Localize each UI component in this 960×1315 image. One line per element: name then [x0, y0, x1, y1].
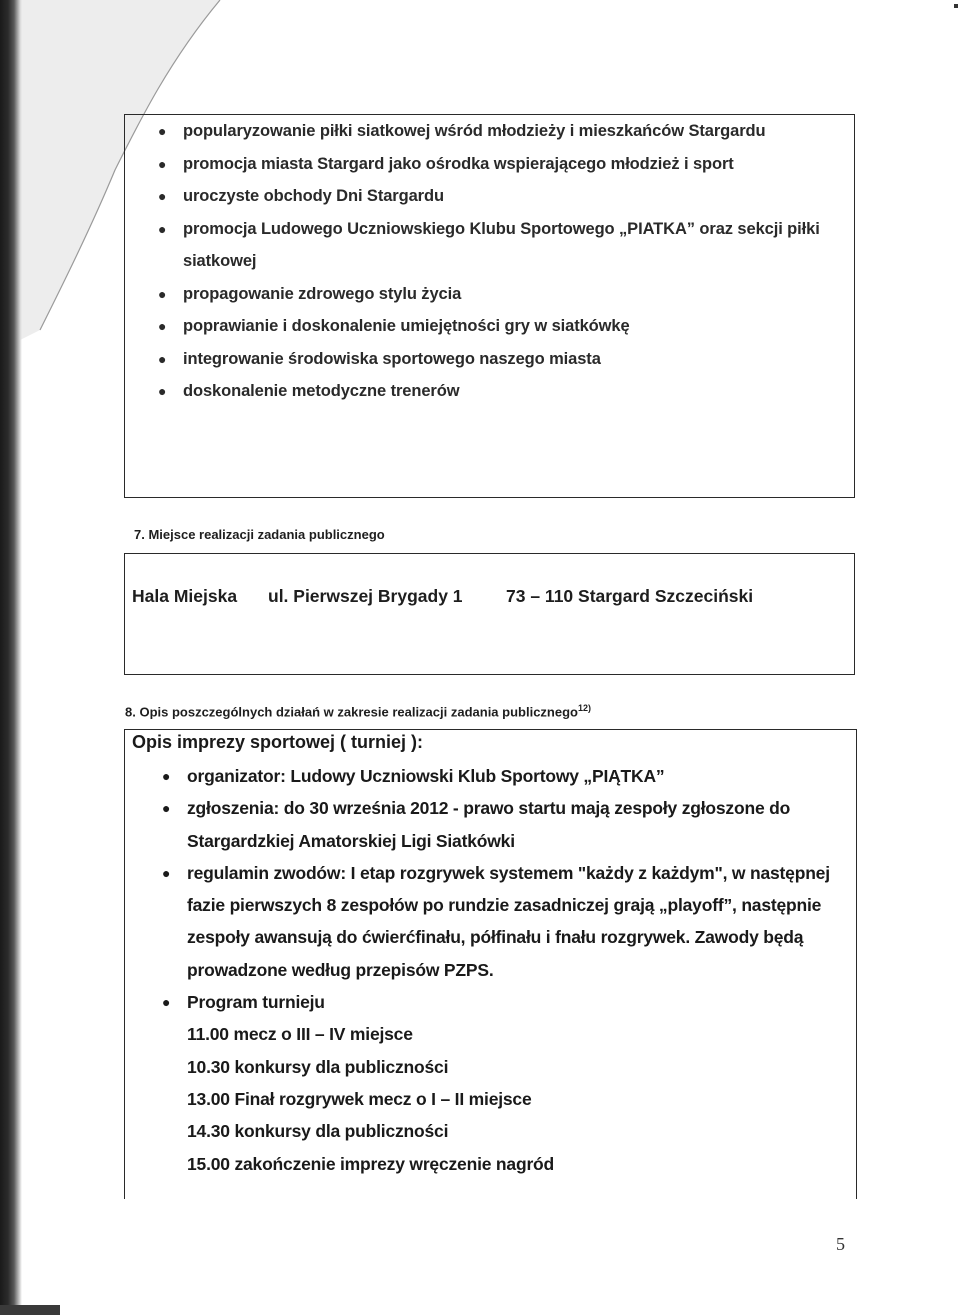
list-item-text: promocja Ludowego Uczniowskiego Klubu Sportowego „PIATKA” oraz sekcji piłki siatkowej: [183, 219, 820, 270]
program-label: Program turnieju: [187, 992, 325, 1013]
footnote-ref: 12): [577, 703, 591, 713]
bullet-icon: ●: [158, 350, 167, 367]
section-7-heading: 7. Miejsce realizacji zadania publicznego: [134, 527, 385, 542]
section-8-heading: [125, 703, 591, 719]
list-item-text: popularyzowanie piłki siatkowej wśród młodzieży i mieszkańców Stargardu: [183, 122, 766, 140]
list-item: [153, 148, 843, 181]
list-item-text: zgłoszenia: do 30 września 2012 - prawo startu mają zespoły zgłoszone do Stargardzkiej Amatorskiej Ligi Siatkówki: [187, 798, 791, 851]
page-number: 5: [836, 1234, 845, 1254]
list-item-text: propagowanie zdrowego stylu życia: [183, 284, 462, 303]
program-schedule: [187, 1018, 857, 1179]
list-item: [153, 115, 843, 148]
list-item: [153, 278, 843, 311]
list-item-text: organizator: Ludowy Uczniowski Klub Sportowy „PIĄTKA”: [187, 766, 665, 786]
list-item-text: uroczyste obchody Dni Stargardu: [183, 187, 444, 205]
bullet-icon: ●: [158, 220, 167, 237]
bullet-icon: ●: [162, 994, 171, 1011]
list-item-text: promocja miasta Stargard jako ośrodka wspierającego młodzież i sport: [183, 154, 734, 173]
venue-city: 73 – 110 Stargard Szczeciński: [506, 586, 754, 606]
list-item: [153, 310, 843, 343]
schedule-item: 13.00 Finał rozgrywek mecz o I – II miejsce: [187, 1088, 532, 1109]
list-item: [153, 180, 843, 213]
objectives-box: [124, 114, 855, 498]
list-item: [153, 213, 843, 278]
description-title: Opis imprezy sportowej ( turniej ):: [132, 732, 424, 752]
description-list: [157, 760, 857, 1180]
list-item: [153, 375, 843, 408]
bullet-icon: ●: [158, 155, 167, 172]
venue-street: ul. Pierwszej Brygady 1: [268, 586, 463, 606]
schedule-item: 10.30 konkursy dla publiczności: [187, 1056, 449, 1077]
scan-edge-shadow: [0, 0, 22, 1315]
list-item-text: integrowanie środowiska sportowego naszego miasta: [183, 349, 601, 368]
bullet-icon: ●: [158, 188, 167, 204]
place-box: [124, 553, 855, 675]
bullet-icon: ●: [162, 800, 171, 817]
schedule-item: 15.00 zakończenie imprezy wręczenie nagród: [187, 1153, 555, 1174]
bullet-icon: ●: [162, 864, 171, 881]
list-item: [157, 857, 857, 986]
list-item: [157, 760, 857, 792]
bullet-icon: ●: [158, 383, 167, 399]
list-item: [157, 986, 857, 1180]
list-item-text: poprawianie i doskonalenie umiejętności gry w siatkówkę: [183, 317, 630, 335]
list-item: [153, 343, 843, 376]
scan-corner-shadow: [0, 1305, 60, 1315]
schedule-item: 11.00 mecz o III – IV miejsce: [187, 1024, 413, 1045]
bullet-icon: ●: [158, 285, 167, 302]
list-item: [157, 792, 857, 857]
list-item-text: doskonalenie metodyczne trenerów: [183, 382, 460, 400]
venue-name: Hala Miejska: [132, 586, 238, 606]
scan-mark: [954, 4, 958, 8]
objectives-list: [153, 115, 843, 408]
description-box: [124, 729, 857, 1199]
bullet-icon: ●: [162, 768, 171, 784]
bullet-icon: ●: [158, 123, 167, 139]
list-item-text: regulamin zwodów: I etap rozgrywek systemem "każdy z każdym", w następnej fazie pierwszych 8 zespołów po rundzie zasadniczej grają „playoff”, następnie zespoły awansują do ćwierćfinału, półfinału i fnału rozgrywek. Zawody będą prowadzone według przepisów PZPS.: [187, 862, 830, 980]
bullet-icon: ●: [158, 318, 167, 334]
schedule-item: 14.30 konkursy dla publiczności: [187, 1121, 449, 1142]
section-8-heading-text: 8. Opis poszczególnych działań w zakresie realizacji zadania publicznego: [125, 704, 578, 720]
